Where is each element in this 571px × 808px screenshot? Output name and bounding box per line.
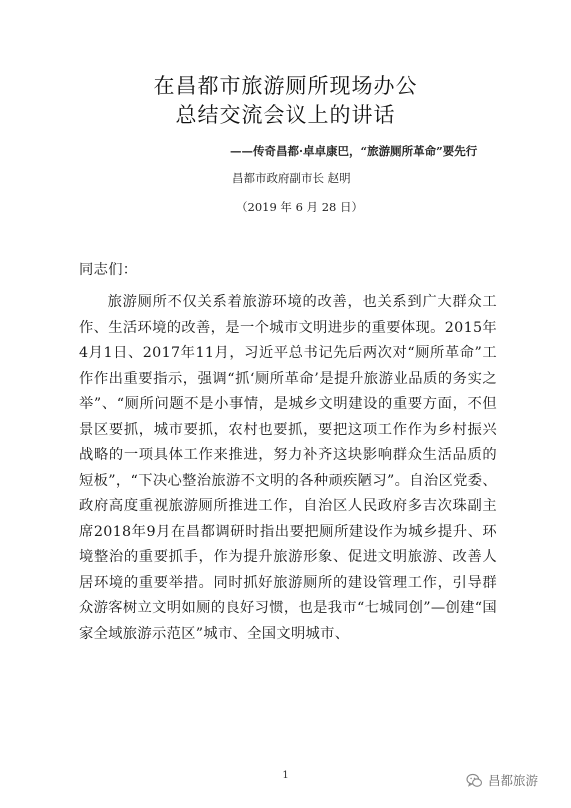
speech-date: （2019 年 6 月 28 日）	[236, 200, 363, 214]
page-number: 1	[282, 770, 289, 781]
greeting: 同志们：	[79, 262, 138, 278]
wechat-logo-icon	[466, 772, 483, 789]
document-title-line-1: 在昌都市旅游厕所现场办公	[153, 74, 418, 98]
document-subtitle: ——传奇昌都·卓卓康巴，“旅游厕所革命”要先行	[230, 144, 478, 158]
speaker-line: 昌都市政府副市长 赵明	[232, 171, 351, 185]
watermark	[466, 771, 538, 789]
document-title-line-2: 总结交流会议上的讲话	[175, 103, 396, 127]
body-paragraph: 旅游厕所不仅关系着旅游环境的改善，也关系到广大群众工作、生活环境的改善，是一个城市文明进步的重要体现。2015年4月1日、2017年11月，习近平总书记先后两次对“厕所革命”工作作出重要指示，强调“抓‘厕所革命’是提升旅游业品质的务实之举”、“厕所问题不是小事情，是城乡文明建设的重要方面，不但景区要抓，城市要抓，农村也要抓，要把这项工作作为乡村振兴战略的一项具体工作来推进，努力补齐这块影响群众生活品质的短板”，“下决心整治旅游不文明的各种顽疾陋习”。自治区党委、政府高度重视旅游厕所推进工作，自治区人民政府多吉次珠副主席2018年9月在昌都调研时指出要把厕所建设作为城乡提升、环境整治的重要抓手，作为提升旅游形象、促进文明旅游、改善人居环境的重要举措。同时抓好旅游厕所的建设管理工作，引导群众游客树立文明如厕的良好习惯，也是我市“七城同创”—创建“国家全域旅游示范区”城市、全国文明城市、	[79, 294, 497, 642]
watermark-text: 昌都旅游	[488, 773, 539, 788]
